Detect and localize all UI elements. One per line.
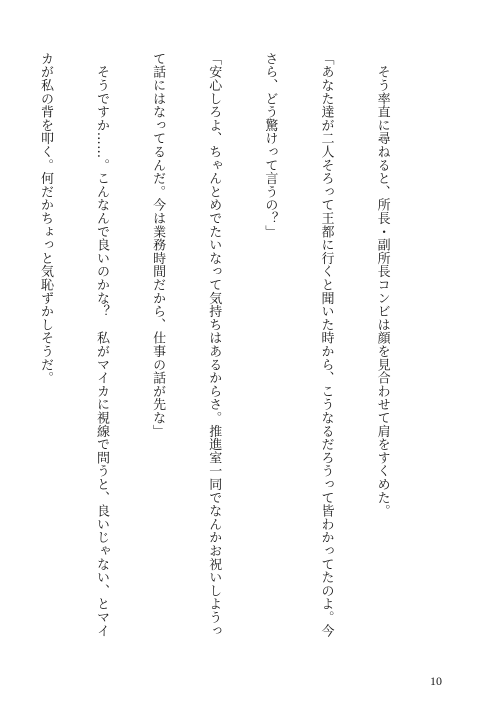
text-line: そう率直に尋ねると、所長・副所長コンビは顔を見合わせて肩をすくめた。 (374, 52, 390, 518)
text-line: 「あなた達が二人そろって王都に行くと聞いた時から、こうなるだろうって皆わかってたのよ。今 (318, 52, 334, 638)
vertical-text-block (37, 52, 428, 652)
page-number: 10 (430, 674, 442, 688)
text-line: 「安心しろよ、ちゃんとめでたいなって気持ちはあるからさ。推進室一同でなんかお祝いしようっ (206, 52, 222, 638)
text-line: カが私の背を叩く。何だかちょっと気恥ずかしそうだ。 (37, 52, 53, 385)
text-line: さら、どう驚けって言うの？」 (262, 52, 278, 239)
text-line: そうですか……。こんなんで良いのかな？ 私がマイカに視線で問うと、良いじゃない、とマイ (94, 52, 110, 638)
text-line: て話にはなってるんだ。今は業務時間だから、仕事の話が先な」 (150, 52, 166, 438)
